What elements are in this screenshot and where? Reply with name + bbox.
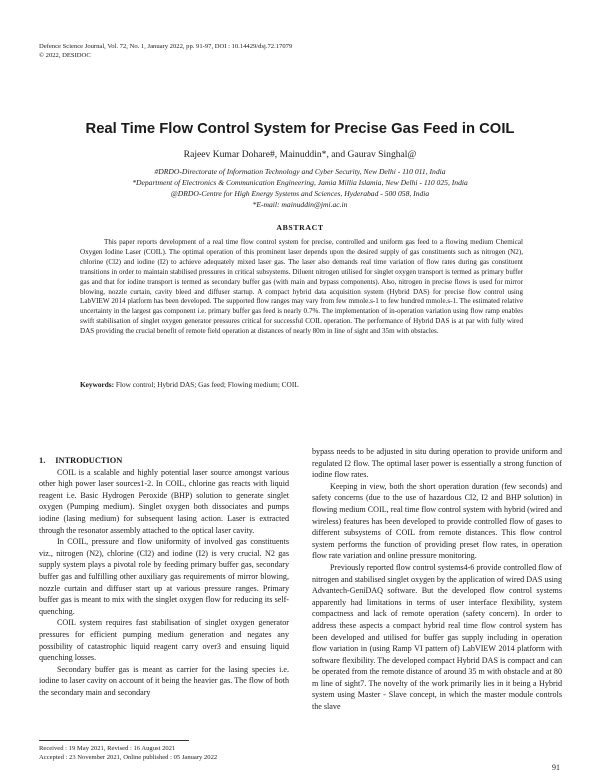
keywords-label: Keywords: bbox=[80, 380, 115, 389]
author-list: Rajeev Kumar Dohare#, Mainuddin*, and Gaurav Singhal@ bbox=[183, 149, 417, 160]
abstract-body: This paper reports development of a real time flow control system for precise, controlled and uniform gas feed to a flowing medium Chemical Oxygen Iodine Laser (COIL). The optimal operation of this prominent laser depends upon the desired supply of gas constituents such as nitrogen (N2), chlorine (Cl2) and iodine (I2) to achieve adequately mixed laser gas. The laser also demands real time variation of flow rates during gas constituent transitions in order to maintain stabilised pressures in critical subsystems. Diluent nitrogen utilised for singlet oxygen transport is termed as primary buffer gas and that for iodine transport is termed as secondary buffer gas (with main and bypass components). Also, nitrogen in precise flows is used for mirror blowing, nozzle curtain, cavity bleed and diffuser startup. A compact hybrid data acquisition system (Hybrid DAS) for precise flow control using LabVIEW 2014 platform has been developed. The supported flow ranges may vary from few mmole.s-1 to few hundred mmole.s-1. The estimated relative uncertainty in the largest gas component i.e. primary buffer gas feed is nearly 0.7%. The implementation of in-operation variation using flow ramp enables swift stabilisation of singlet oxygen generator pressures critical for successful COIL operation. The performance of Hybrid DAS is at par with fully wired DAS providing the crucial benefit of remote field operation at distances of nearly 80m in line of sight and 35m with obstacles. bbox=[80, 238, 523, 336]
received-dates bbox=[39, 744, 217, 762]
paragraph: COIL is a scalable and highly potential laser source amongst various other high power laser sources1-2. In COIL, chlorine gas reacts with liquid reagent i.e. Basic Hydrogen Peroxide (BHP) solution to generate singlet oxygen (Pumping medium). Singlet oxygen both dissociates and pumps iodine (lasing medium) for subsequent lasing action. Laser is extracted through the resonator assembly attached to the optical laser cavity. bbox=[39, 467, 289, 535]
copyright-line: © 2022, DESIDOC bbox=[39, 52, 91, 59]
section-title: INTRODUCTION bbox=[55, 456, 123, 465]
section-heading bbox=[39, 455, 289, 467]
paragraph: bypass needs to be adjusted in situ during operation to provide uniform and regulated I2 flow. The optimal laser power is essentially a strong function of iodine flow rates. bbox=[312, 447, 562, 480]
keywords-text: Flow control; Hybrid DAS; Gas feed; Flowing medium; COIL bbox=[115, 380, 299, 389]
left-column bbox=[39, 455, 289, 698]
section-number: 1. bbox=[39, 456, 46, 465]
abstract-heading: ABSTRACT bbox=[276, 223, 324, 232]
keywords bbox=[80, 380, 523, 389]
affiliation-1: #DRDO-Directorate of Information Technology and Cyber Security, New Delhi - 110 011, India bbox=[154, 167, 446, 176]
affiliation-2: *Department of Electronics & Communication Engineering, Jamia Millia Islamia, New Delhi - 110 025, India bbox=[132, 178, 468, 187]
affiliations bbox=[0, 166, 600, 210]
journal-citation: Defence Science Journal, Vol. 72, No. 1, January 2022, pp. 91-97, DOI : 10.14429/dsj.72.17079 bbox=[39, 43, 293, 50]
right-column bbox=[312, 446, 562, 713]
contact-email: *E-mail: mainuddin@jmi.ac.in bbox=[252, 200, 348, 209]
paragraph: In COIL, pressure and flow uniformity of involved gas constituents viz., nitrogen (N2), chlorine (Cl2) and iodine (I2) is very crucial. N2 gas supply system plays a pivotal role by feeding primary buffer gas, secondary buffer gas and fulfilling other auxiliary gas requirements of mirror blowing, nozzle curtain and diffuser start up at various pressure ranges. Primary buffer gas is meant to mix with the singlet oxygen flow for reducing its self-quenching. bbox=[39, 537, 289, 616]
paragraph: COIL system requires fast stabilisation of singlet oxygen generator pressures for efficient pumping medium generation and negates any possibility of catastrophic liquid reagent carry over3 and ensuing liquid quenching losses. bbox=[39, 618, 289, 663]
paragraph: Previously reported flow control systems4-6 provide controlled flow of nitrogen and stabilised singlet oxygen by the application of wired DAS using Advantech-GeniDAQ software. But the developed flow control systems apparently had limitations in terms of user interface flexibility, system compactness and lack of remote operation (safety concern). In order to address these aspects a compact hybrid real time flow control system has been developed and utilised for buffer gas supply including in operation flow variation in (using Ramp VI pattern of) LabVIEW 2014 platform with software flexibility. The developed compact Hybrid DAS is compact and can be operated from the remote distance of around 35 m with obstacle and at 80 m line of sight7. The novelty of the work primarily lies in it being a Hybrid system using Master - Slave concept, in which the master module controls the slave bbox=[312, 562, 562, 712]
paragraph: Keeping in view, both the short operation duration (few seconds) and safety concerns (due to the use of hazardous Cl2, I2 and BHP solution) in flowing medium COIL, real time flow control system with hybrid (wired and wireless) features has been developed to provide controlled flow of gases to different subsystems of COIL from remote distances. This flow control system performs the function of providing preset flow rates, in operation flow rate variation and online pressure monitoring. bbox=[312, 481, 562, 561]
paragraph: Secondary buffer gas is meant as carrier for the lasing species i.e. iodine to laser cavity on account of it being the heavier gas. The flow of both the secondary main and secondary bbox=[39, 664, 289, 697]
page-number: 91 bbox=[552, 763, 560, 772]
paper-title: Real Time Flow Control System for Precise Gas Feed in COIL bbox=[85, 121, 515, 137]
received-line: Received : 19 May 2021, Revised : 16 August 2021 bbox=[39, 745, 176, 752]
accepted-line: Accepted : 23 November 2021, Online published : 05 January 2022 bbox=[39, 754, 218, 761]
affiliation-3: @DRDO-Centre for High Energy Systems and Sciences, Hyderabad - 500 058, India bbox=[170, 189, 430, 198]
footnote-divider bbox=[39, 740, 189, 741]
journal-header bbox=[39, 42, 292, 60]
